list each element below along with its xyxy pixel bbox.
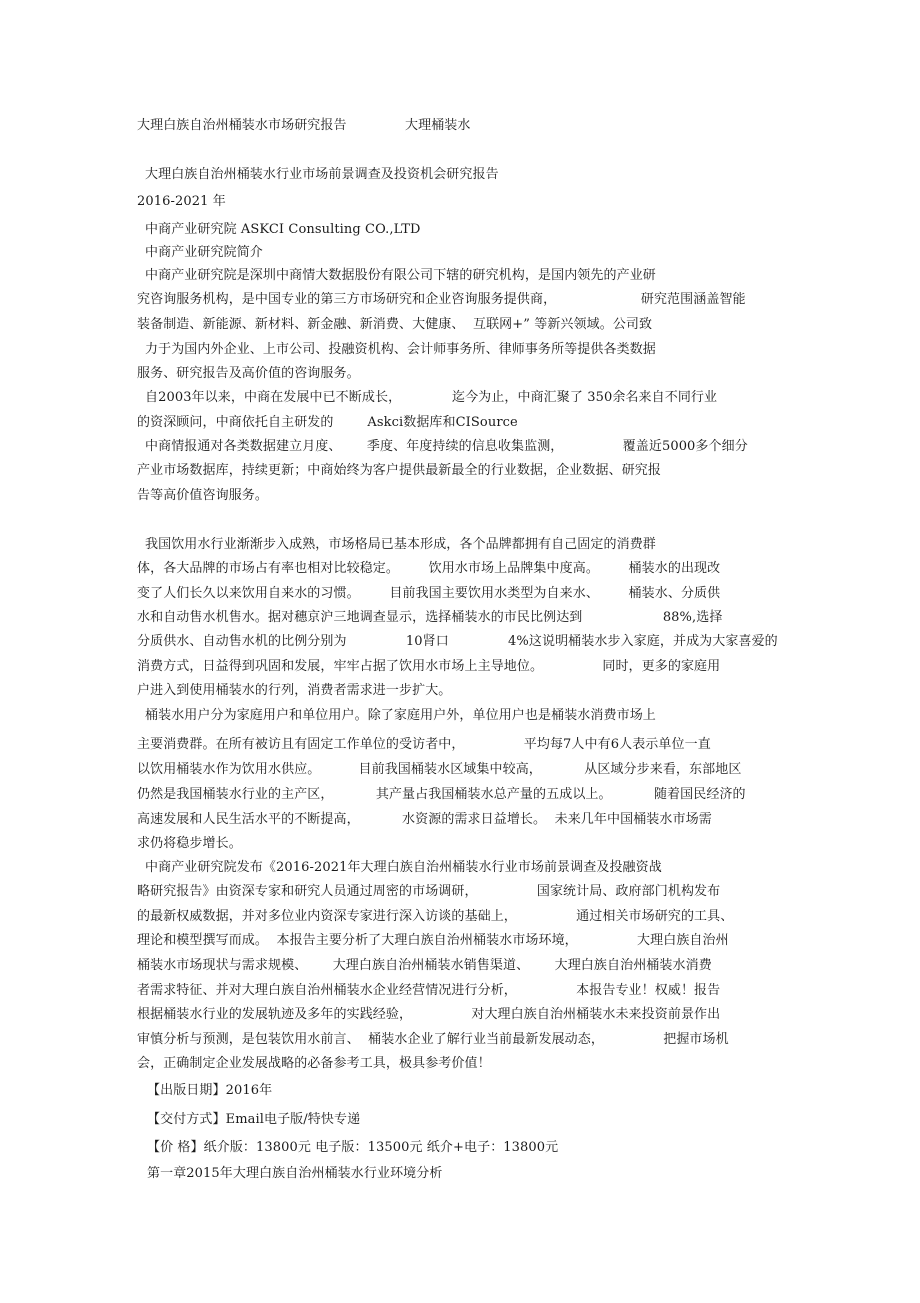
body-line: 桶装水市场现状与需求规模、 大理白族自治州桶装水销售渠道、 大理白族自治州桶装水消费 [137,958,712,973]
body-line: 桶装水用户分为家庭用户和单位用户。除了家庭用户外，单位用户也是桶装水消费市场上 [145,708,656,723]
publish-date: 【出版日期】2016年 [147,1083,273,1098]
body-line: 者需求特征、并对大理白族自治州桶装水企业经营情况进行分析， 本报告专业！权威！报告 [137,983,721,998]
body-line: 我国饮用水行业渐渐步入成熟，市场格局已基本形成，各个品牌都拥有自己固定的消费群 [145,537,656,552]
intro-line: 中商情报通对各类数据建立月度、 季度、年度持续的信息收集监测， 覆盖近5000多个细分 [145,439,748,454]
intro-line: 装备制造、新能源、新材料、新金融、新消费、大健康、 互联网+” 等新兴领域。公司致 [137,317,653,332]
body-line: 审慎分析与预测，是包装饮用水前言、 桶装水企业了解行业当前最新发展动态， 把握市场机 [137,1032,729,1047]
body-line: 分质供水、自动售水机的比例分别为 10肾口 4%这说明桶装水步入家庭，并成为大家喜爱的 [137,634,778,649]
body-line: 以饮用桶装水作为饮用水供应。 目前我国桶装水区域集中较高， 从区域分步来看，东部地区 [137,762,742,777]
body-line: 消费方式，日益得到巩固和发展，牢牢占据了饮用水市场上主导地位。 同时，更多的家庭用 [137,659,721,674]
publisher-name: 中商产业研究院 ASKCI Consulting CO.,LTD [145,222,421,237]
body-line: 变了人们长久以来饮用自来水的习惯。 目前我国主要饮用水类型为自来水、 桶装水、分质供 [137,586,721,601]
body-line: 理论和模型撰写而成。 本报告主要分析了大理白族自治州桶装水市场环境， 大理白族自治州 [137,933,729,948]
intro-line: 的资深顾问，中商依托自主研发的 Askci数据库和CISource [137,415,518,430]
body-line: 求仍将稳步增长。 [137,836,242,851]
header-subtitle: 大理桶装水 [405,118,471,133]
intro-line: 产业市场数据库，持续更新；中商始终为客户提供最新最全的行业数据，企业数据、研究报 [137,463,662,478]
intro-line: 告等高价值咨询服务。 [137,488,269,503]
report-title: 大理白族自治州桶装水行业市场前景调查及投资机会研究报告 [145,167,499,182]
header-title: 大理白族自治州桶装水市场研究报告 [137,118,347,133]
body-line: 主要消费群。在所有被访且有固定工作单位的受访者中， 平均每7人中有6人表示单位一直 [137,737,711,752]
intro-line: 中商产业研究院是深圳中商情大数据股份有限公司下辖的研究机构，是国内领先的产业研 [145,268,656,283]
body-line: 户进入到使用桶装水的行列，消费者需求进一步扩大。 [137,683,452,698]
intro-line: 力于为国内外企业、上市公司、投融资机构、会计师事务所、律师事务所等提供各类数据 [145,342,656,357]
body-line: 的最新权威数据，并对多位业内资深专家进行深入访谈的基础上， 通过相关市场研究的工具、 [137,909,734,924]
body-line: 体，各大品牌的市场占有率也相对比较稳定。 饮用水市场上品牌集中度高。 桶装水的出现改 [137,561,721,576]
delivery-method: 【交付方式】Email电子版/特快专递 [147,1112,361,1127]
body-line: 仍然是我国桶装水行业的主产区， 其产量占我国桶装水总产量的五成以上。 随着国民经济的 [137,787,746,802]
chapter-heading: 第一章2015年大理白族自治州桶装水行业环境分析 [147,1166,443,1181]
body-line: 水和自动售水机售水。据对穗京沪三地调查显示，选择桶装水的市民比例达到 88%,选择 [137,610,723,625]
body-line: 根据桶装水行业的发展轨迹及多年的实践经验， 对大理白族自治州桶装水未来投资前景作出 [137,1007,721,1022]
body-line: 高速发展和人民生活水平的不断提高， 水资源的需求日益增长。 未来几年中国桶装水市场需 [137,812,712,827]
intro-line: 自2003年以来，中商在发展中已不断成长， 迄今为止，中商汇聚了 350余名来自不同行业 [145,390,718,405]
body-line: 会，正确制定企业发展战略的必备参考工具，极具参考价值！ [137,1056,491,1071]
report-years: 2016-2021 年 [137,194,226,209]
body-line: 中商产业研究院发布《2016-2021年大理白族自治州桶装水行业市场前景调查及投融资战 [145,860,662,875]
intro-heading: 中商产业研究院简介 [145,245,263,260]
intro-line: 服务、研究报告及高价值的咨询服务。 [137,366,360,381]
intro-line: 究咨询服务机构，是中国专业的第三方市场研究和企业咨询服务提供商， 研究范围涵盖智能 [137,292,746,307]
body-line: 略研究报告》由资深专家和研究人员通过周密的市场调研， 国家统计局、政府部门机构发布 [137,884,721,899]
price-info: 【价 格】纸介版：13800元 电子版：13500元 纸介+电子：13800元 [147,1140,559,1155]
